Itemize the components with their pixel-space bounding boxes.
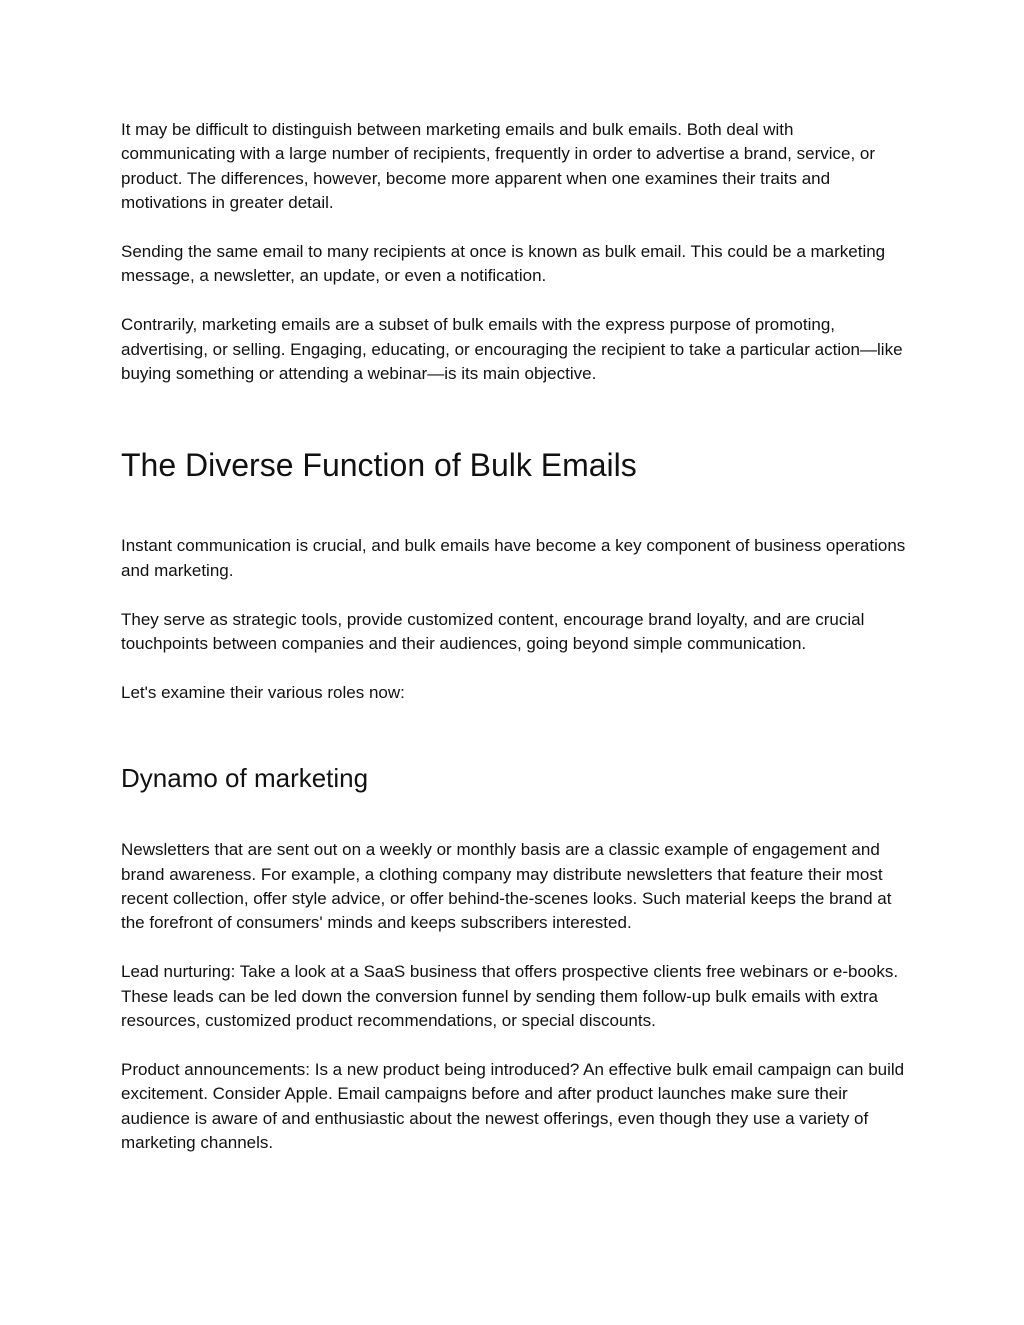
strategic-tools-paragraph: They serve as strategic tools, provide customized content, encourage brand loyalty, and are crucial touchpoints between companies and their audiences, going beyond simple communication. [121, 609, 865, 654]
bulk-email-definition-paragraph: Sending the same email to many recipients at once is known as bulk email. This could be a marketing message, a newsletter, an update, or even a notification. [121, 242, 886, 286]
newsletters-paragraph: Newsletters that are sent out on a weekly or monthly basis are a classic example of engagement and brand awareness. For example, a clothing company may distribute newsletters that feature their most recent collection, offer style advice, or offer behind-the-scenes looks. Such material keeps the brand at the forefront of consumers' minds and keeps subscribers interested. [121, 840, 892, 933]
marketing-email-definition-paragraph: Contrarily, marketing emails are a subset of bulk emails with the express purpose of promoting, advertising, or selling. Engaging, educating, or encouraging the recipient to take a particular action—like buying something or attending a webinar—is its main objective. [121, 315, 903, 384]
product-announcements-paragraph: Product announcements: Is a new product being introduced? An effective bulk email campaign can build excitement. Consider Apple. Email campaigns before and after product launches make sure their audience is aware of and enthusiastic about the newest offerings, even though they use a variety of marketing channels. [121, 1059, 905, 1153]
intro-paragraph: It may be difficult to distinguish between marketing emails and bulk emails. Both deal with communicating with a large number of recipients, frequently in order to advertise a brand, service, or product. The differences, however, become more apparent when one examines their traits and motivations in greater detail. [121, 120, 876, 213]
roles-intro-paragraph: Let's examine their various roles now: [121, 682, 405, 702]
section-heading: The Diverse Function of Bulk Emails [121, 447, 637, 484]
document-page [121, 118, 911, 1156]
instant-communication-paragraph: Instant communication is crucial, and bulk emails have become a key component of business operations and marketing. [121, 536, 906, 580]
subsection-heading: Dynamo of marketing [121, 763, 369, 794]
lead-nurturing-paragraph: Lead nurturing: Take a look at a SaaS business that offers prospective clients free webinars or e-books. These leads can be led down the conversion funnel by sending them follow-up bulk emails with extra resources, customized product recommendations, or special discounts. [121, 962, 899, 1031]
